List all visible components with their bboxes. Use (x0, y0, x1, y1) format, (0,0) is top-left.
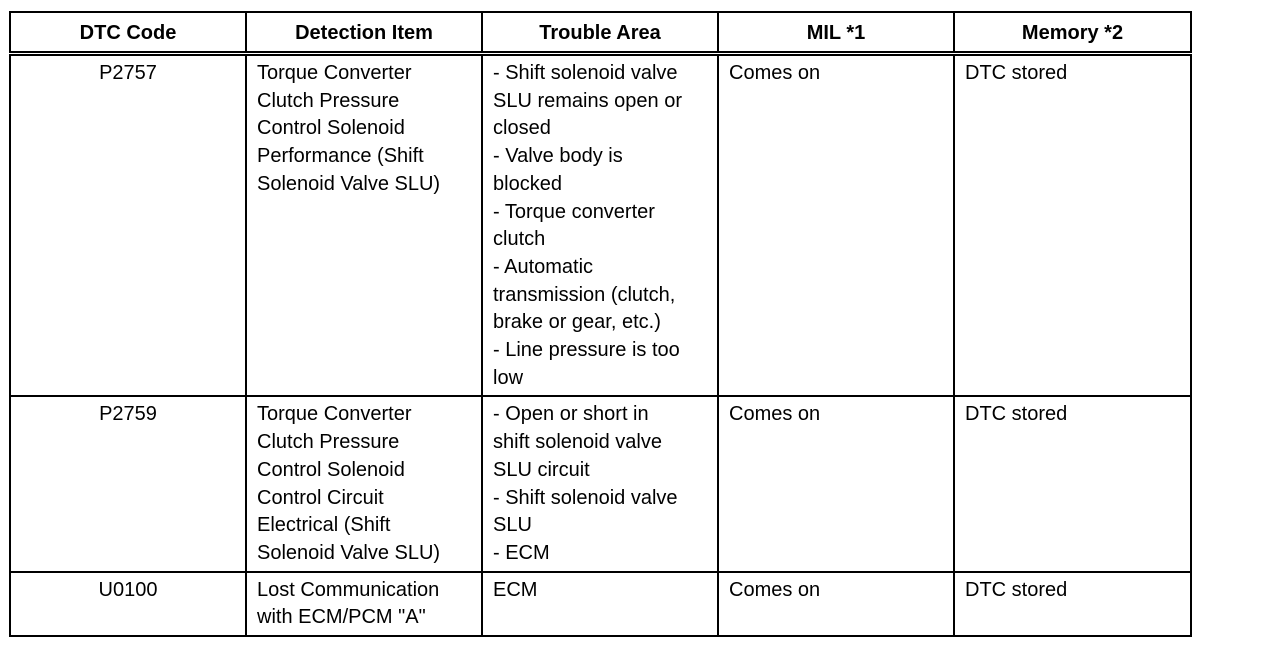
detection-item-line: Solenoid Valve SLU) (257, 541, 441, 564)
trouble-area-cell (482, 572, 718, 636)
detection-item-line: Torque Converter (257, 62, 412, 84)
trouble-area-line: closed (493, 117, 551, 140)
trouble-area-line: low (493, 366, 524, 389)
header-dtc-code: DTC Code (10, 12, 246, 54)
memory-cell: DTC stored (954, 396, 1191, 571)
detection-item-line: Control Circuit (257, 486, 384, 509)
trouble-area-line: - ECM (493, 541, 550, 564)
detection-item-line: Solenoid Valve SLU) (257, 172, 441, 195)
detection-item-cell (246, 572, 482, 636)
trouble-area-cell (482, 54, 718, 397)
detection-item-cell (246, 396, 482, 571)
trouble-area-line: - Open or short in (493, 403, 649, 426)
table-row (10, 396, 1191, 571)
dtc-code-cell: P2757 (10, 54, 246, 397)
trouble-area-line: SLU (493, 514, 532, 537)
mil-cell: Comes on (718, 572, 954, 636)
trouble-area-line: shift solenoid valve (493, 431, 662, 454)
trouble-area-line: - Shift solenoid valve (493, 62, 678, 84)
detection-item-line: Torque Converter (257, 403, 412, 426)
trouble-area-line: clutch (493, 228, 546, 251)
detection-item-line: Performance (Shift (257, 145, 424, 168)
trouble-area-line: ECM (493, 578, 538, 601)
detection-item-line: Control Solenoid (257, 458, 405, 481)
memory-cell: DTC stored (954, 54, 1191, 397)
dtc-code-cell: P2759 (10, 396, 246, 571)
header-trouble-area: Trouble Area (482, 12, 718, 54)
table-header (10, 12, 1191, 54)
detection-item-cell (246, 54, 482, 397)
detection-item-line: Clutch Pressure (257, 89, 400, 112)
dtc-code-cell: U0100 (10, 572, 246, 636)
trouble-area-line: SLU remains open or (493, 89, 682, 112)
header-row (10, 12, 1191, 54)
trouble-area-line: - Shift solenoid valve (493, 486, 678, 509)
header-memory: Memory *2 (954, 12, 1191, 54)
trouble-area-cell (482, 396, 718, 571)
detection-item-line: with ECM/PCM "A" (257, 606, 426, 629)
trouble-area-line: SLU circuit (493, 458, 590, 481)
table-row (10, 572, 1191, 636)
trouble-area-line: blocked (493, 172, 562, 195)
trouble-area-line: transmission (clutch, (493, 283, 676, 306)
trouble-area-line: brake or gear, etc.) (493, 311, 661, 334)
header-detection-item: Detection Item (246, 12, 482, 54)
trouble-area-line: - Automatic (493, 255, 594, 278)
memory-cell: DTC stored (954, 572, 1191, 636)
header-mil: MIL *1 (718, 12, 954, 54)
table-row (10, 54, 1191, 397)
detection-item-line: Clutch Pressure (257, 431, 400, 454)
table-body (10, 54, 1191, 637)
detection-item-line: Control Solenoid (257, 117, 405, 140)
dtc-table (9, 11, 1192, 637)
trouble-area-line: - Line pressure is too (493, 339, 680, 362)
trouble-area-line: - Torque converter (493, 200, 655, 223)
mil-cell: Comes on (718, 396, 954, 571)
detection-item-line: Electrical (Shift (257, 514, 391, 537)
detection-item-line: Lost Communication (257, 578, 440, 601)
trouble-area-line: - Valve body is (493, 145, 623, 168)
mil-cell: Comes on (718, 54, 954, 397)
